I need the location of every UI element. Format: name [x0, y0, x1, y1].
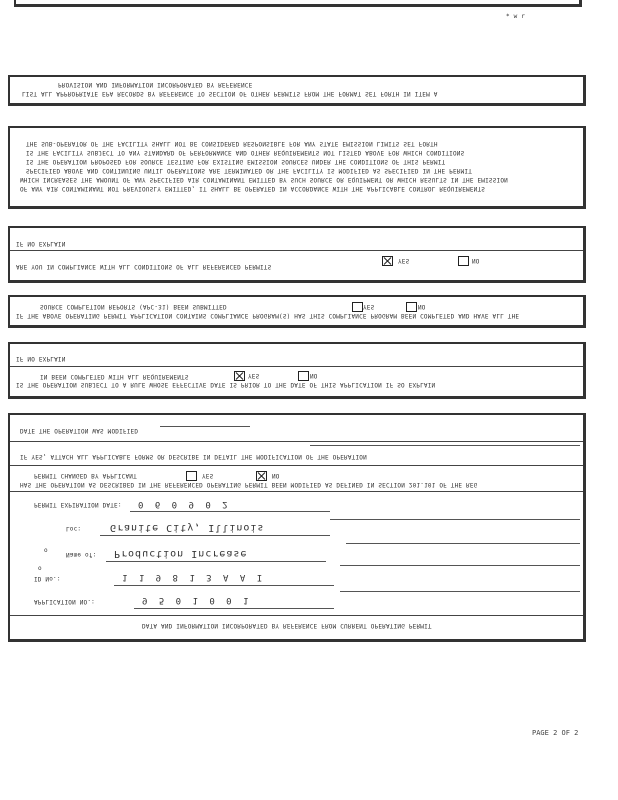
section-b-line3: IS THE OPERATION PROPOSED FOR SOURCE TESTING FOR EXISTING EMISSION SOURCES UNDER THE CONDITIONS OF THIS PERMIT: [26, 158, 446, 165]
section-b-line4: SPECIFIED ABOVE AND CONTINUING UNTIL OPERATIONS ARE TERMINATED OR THE FACILITY IS MODIFIED AS SPECIFIED IN THE PERMIT: [26, 167, 473, 174]
location-label: Loc:: [66, 525, 82, 532]
section-f-line2: IF YES, ATTACH ALL APPLICABLE FORMS OR DESCRIBE IN DETAIL THE MODIFICATION OF THE OPERATION: [20, 453, 367, 460]
section-f-line4: HAS THE OPERATION AS DESCRIBED IN THE REFERENCED OPERATING PERMIT BEEN MODIFIED AS DEFINED IN SECTION 201.101 OF THE REG: [20, 481, 478, 488]
section-f-rule-2: [310, 445, 580, 446]
id-underline: [114, 585, 334, 586]
section-b-line5: WHICH INCREASES THE AMOUNT OF ANY SPECIFIED AIR CONTAMINANT EMITTED BY SUCH SOURCE OR EQUIPMENT OR WHICH RESULTS IN THE EMISSION: [20, 176, 508, 183]
section-b-box: [8, 126, 586, 209]
location-right-rule: [330, 519, 580, 520]
section-f-line3: PERMIT CHANGED BY APPLICANT: [34, 472, 137, 479]
section-e-line3: IS THE OPERATION SUBJECT TO A RULE WHOSE EFFECTIVE DATE IS PRIOR TO THE DATE OF THIS APPLICATION IF SO EXPLAIN: [16, 381, 436, 388]
app-no-value: 9 5 0 1 0 0 1: [142, 595, 252, 605]
section-e-divider: [10, 366, 583, 367]
permit-exp-value: 0 6 0 9 0 2: [138, 499, 231, 509]
section-c-divider: [10, 250, 583, 251]
top-mark: * w r: [506, 13, 526, 20]
location-value: Granite City, Illinois: [110, 522, 265, 533]
app-no-label: APPLICATION NO.:: [34, 598, 95, 605]
section-e-yes-label: YES: [248, 372, 260, 379]
page-number: PAGE 2 OF 2: [532, 729, 579, 737]
section-f-line1: DATE THE OPERATION WAS MODIFIED: [20, 427, 139, 434]
section-d-no-label: NO: [418, 303, 426, 310]
name-right-rule: [346, 543, 580, 544]
section-d-no-checkbox[interactable]: [406, 302, 417, 312]
section-a-line1: PROVISION AND INFORMATION INCORPORATED BY REFERENCE: [58, 81, 253, 88]
section-e-no-checkbox[interactable]: [298, 371, 309, 381]
section-e-no-label: NO: [310, 372, 318, 379]
id-value: 1 1 9 8 1 3 A A I: [122, 572, 266, 582]
section-f-box: [8, 413, 586, 642]
small-o-2: o: [38, 565, 42, 572]
section-c-no-label: NO: [472, 257, 480, 264]
section-a-line2: LIST ALL APPROPRIATE EPA RECORDS BY REFERENCE TO SECTION OF OTHER PERMITS FROM THE FORMAT SET FORTH IN ITEM A: [22, 90, 438, 97]
section-d-line2: IF THE ABOVE OPERATING PERMIT APPLICATION CONTAINS COMPLIANCE PROGRAM(S) HAS THIS COMPLIANCE PROGRAM BEEN COMPLETED AND HAVE ALL THE: [16, 312, 520, 319]
name-underline: [106, 561, 326, 562]
section-c-no-checkbox[interactable]: [458, 256, 469, 266]
section-c-yes-checkbox[interactable]: [382, 256, 393, 266]
section-f-rule-4: [10, 491, 583, 492]
section-f-rule-3: [10, 465, 583, 466]
section-c-line1: IF NO EXPLAIN: [16, 240, 66, 247]
section-f-rule-1: [10, 441, 583, 442]
section-d-yes-checkbox[interactable]: [352, 302, 363, 312]
section-e-yes-checkbox[interactable]: [234, 371, 245, 381]
section-e-line1: IF NO EXPLAIN: [16, 355, 66, 362]
name-value: Production Increase: [114, 548, 248, 559]
section-f-footnote: DATA AND INFORMATION INCORPORATED BY REFERENCE FROM CURRENT OPERATING PERMIT: [142, 622, 432, 629]
id-label: ID No.:: [34, 575, 61, 582]
section-d-yes-label: YES: [363, 303, 375, 310]
section-a-box: [8, 75, 586, 106]
section-c-box: [8, 226, 586, 283]
section-f-no-checkbox[interactable]: [256, 471, 267, 481]
top-box-edge: [14, 0, 582, 7]
location-underline: [100, 535, 330, 536]
section-f-yes-label: YES: [202, 472, 214, 479]
app-no-underline: [134, 608, 334, 609]
section-f-no-label: NO: [272, 472, 280, 479]
section-b-line1: THE SUB-OPERATOR OF THE FACILITY SHALL NOT BE CONSIDERED RESPONSIBLE FOR ANY STATE EMISSION LIMITS SET FORTH: [26, 140, 438, 147]
section-b-line2: IS THE FACILITY SUBJECT TO ANY STANDARD OF PERFORMANCE AND OTHER REQUIREMENTS NOT LISTED ABOVE FOR WHICH CONDITIONS: [26, 149, 465, 156]
section-c-line2: ARE YOU IN COMPLIANCE WITH ALL CONDITIONS OF ALL REFERENCED PERMITS: [16, 263, 272, 270]
permit-exp-underline: [130, 511, 330, 512]
section-e-line2: IN BEEN COMPLETED WITH ALL REQUIREMENTS: [40, 373, 189, 380]
app-no-right-rule: [340, 591, 580, 592]
section-c-yes-label: YES: [398, 257, 410, 264]
section-e-box: [8, 342, 586, 399]
section-f-yes-checkbox[interactable]: [186, 471, 197, 481]
id-right-rule: [340, 565, 580, 566]
name-label: Name of:: [66, 551, 97, 558]
section-d-box: [8, 295, 586, 328]
modified-date-underline: [160, 426, 250, 427]
small-o-1: o: [44, 547, 48, 554]
section-d-line1: SOURCE COMPLETION REPORTS (APC-31) BEEN SUBMITTED: [40, 303, 227, 310]
section-b-line6: OF ANY AIR CONTAMINANT NOT PREVIOUSLY EMITTED, IT SHALL BE OPERATED IN ACCORDANCE WITH THE APPLICABLE CONTROL REQUIREMENTS: [20, 185, 486, 192]
section-f-rule-5: [10, 615, 583, 616]
permit-exp-label: PERMIT EXPIRATION DATE:: [34, 501, 122, 508]
